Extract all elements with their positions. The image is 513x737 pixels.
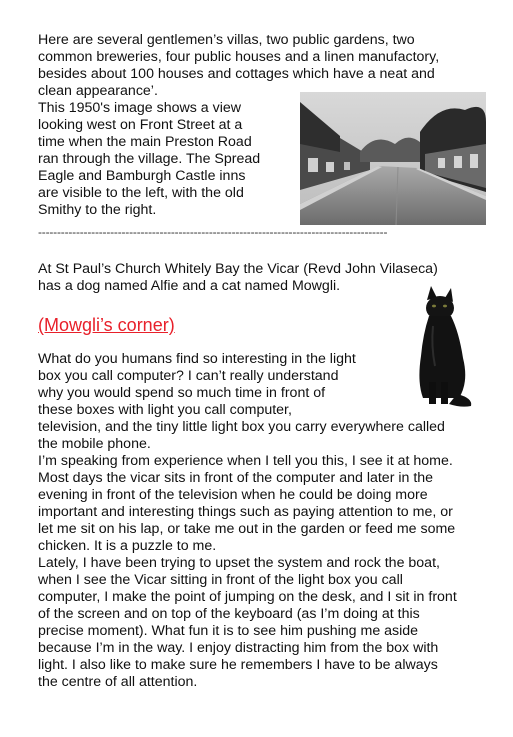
mowgli-line: evening in front of the television when he could be doing more [38,487,428,503]
section-divider: -------------------------------------------------------------------------------------------- [38,225,388,239]
caption-line: This 1950's image shows a view [38,100,242,116]
photo-caption [38,100,260,219]
mowgli-line: precise moment). What fun it is to see him pushing me aside [38,623,419,639]
mowgli-line: because I’m in the way. I enjoy distracting him from the box with [38,640,439,656]
caption-line: Smithy to the right. [38,202,157,218]
mowgli-line: important and interesting things such as paying attention to me, or [38,504,453,520]
mowgli-line: why you would spend so much time in front of [38,385,326,401]
caption-line: Eagle and Bamburgh Castle inns [38,168,246,184]
front-street-photo [300,92,486,225]
mowgli-line: box you call computer? I can’t really understand [38,368,339,384]
mowgli-line: I’m speaking from experience when I tell you this, I see it at home. [38,453,453,469]
intro-line: Here are several gentlemen’s villas, two public gardens, two [38,32,415,48]
mowgli-line: light. I also like to make sure he remembers I have to be always [38,657,438,673]
intro-line: besides about 100 houses and cottages which have a neat and [38,66,435,82]
mowgli-line: of the screen and on top of the keyboard (as I’m doing at this [38,606,420,622]
mowgli-line: the centre of all attention. [38,674,198,690]
caption-line: ran through the village. The Spread [38,151,261,167]
intro-line: common breweries, four public houses and a linen manufactory, [38,49,440,65]
caption-line: looking west on Front Street at a [38,117,243,133]
caption-line: are visible to the left, with the old [38,185,244,201]
caption-line: time when the main Preston Road [38,134,252,150]
church-line: has a dog named Alfie and a cat named Mowgli. [38,278,341,294]
mowgli-line: television, and the tiny little light box you carry everywhere called [38,419,445,435]
mowgli-line: let me sit on his lap, or take me out in the garden or feed me some [38,521,456,537]
mowgli-line: computer, I make the point of jumping on the desk, and I sit in front [38,589,457,605]
mowgli-line: Most days the vicar sits in front of the computer and later in the [38,470,434,486]
mowgli-line: What do you humans find so interesting in the light [38,351,356,367]
mowgli-line: when I see the Vicar sitting in front of the light box you call [38,572,403,588]
mowgli-corner-heading[interactable]: (Mowgli’s corner) [38,315,175,335]
intro-paragraph [38,32,439,100]
black-cat-image [405,286,477,408]
mowgli-short-paragraph [38,351,356,419]
mowgli-line: the mobile phone. [38,436,151,452]
church-line: At St Paul’s Church Whitely Bay the Vicar (Revd John Vilaseca) [38,261,438,277]
mowgli-body-paragraph [38,419,457,691]
mowgli-line: these boxes with light you call computer, [38,402,292,418]
mowgli-line: chicken. It is a puzzle to me. [38,538,217,554]
intro-line: clean appearance’. [38,83,158,99]
church-paragraph [38,261,438,295]
mowgli-line: Lately, I have been trying to upset the system and rock the boat, [38,555,440,571]
